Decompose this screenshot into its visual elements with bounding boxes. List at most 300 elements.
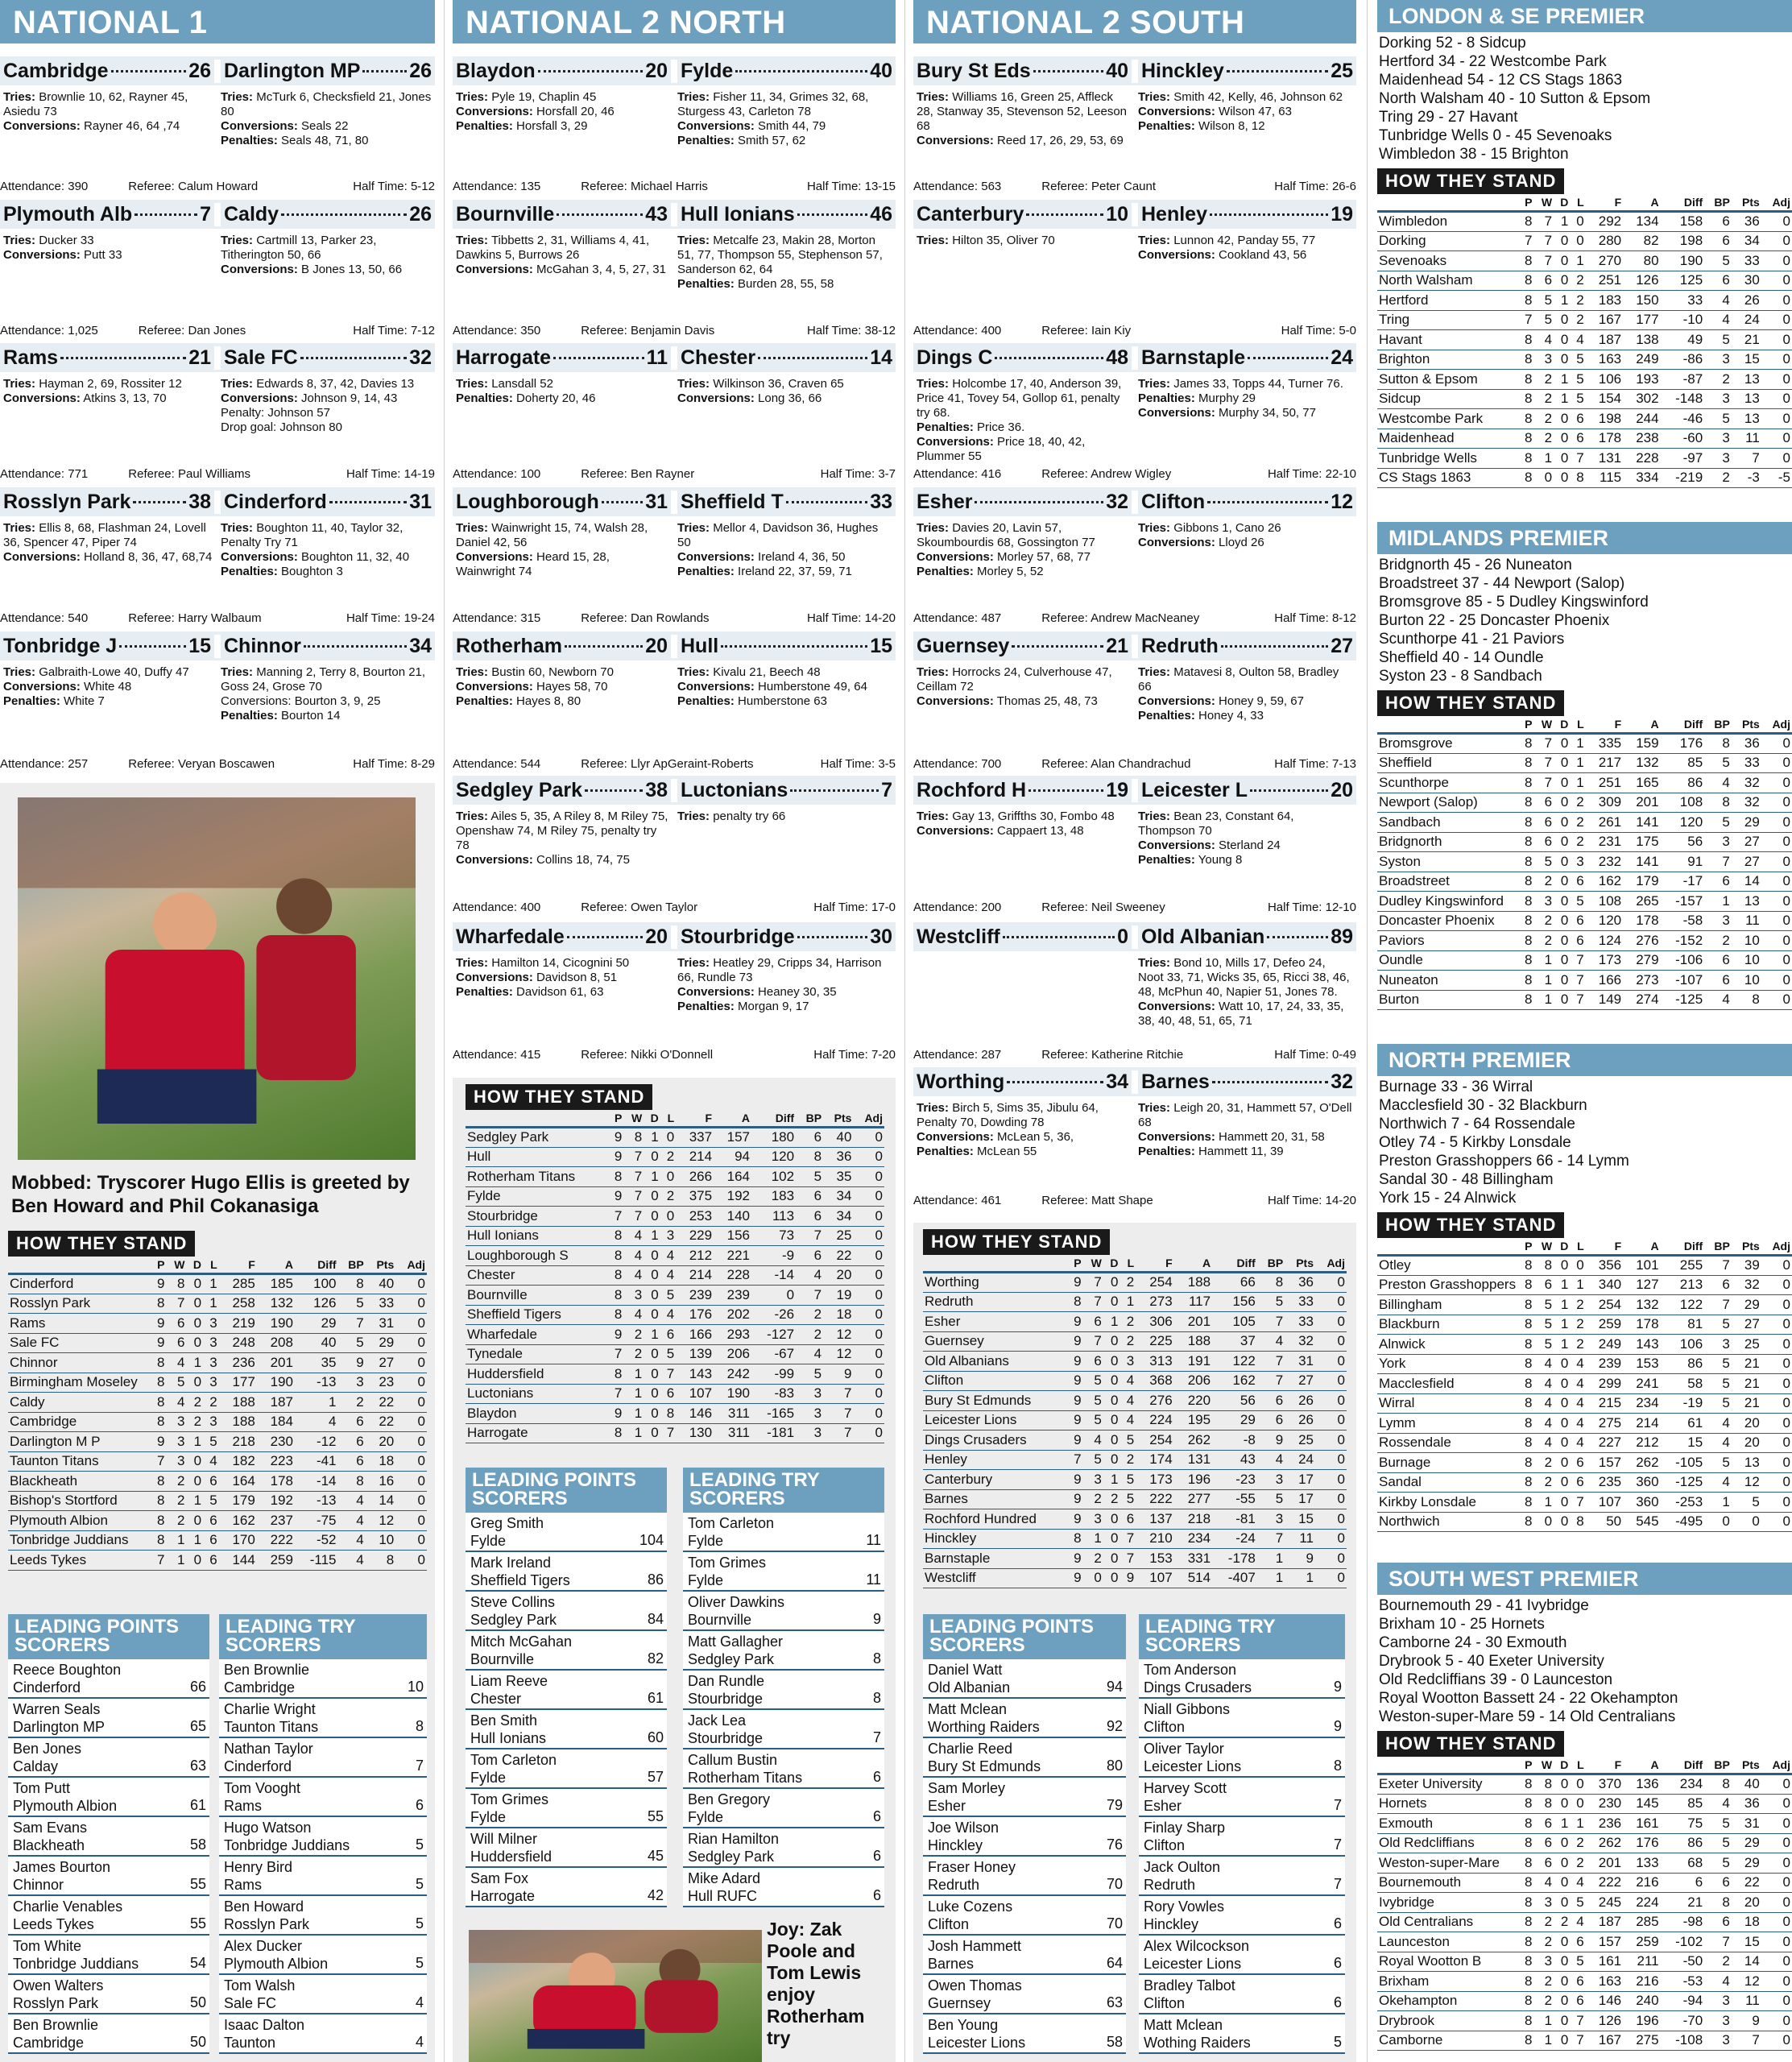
- team-name: Dorking: [1377, 231, 1518, 251]
- stat-cell: 8: [1518, 389, 1533, 409]
- team-name: Loughborough S: [466, 1246, 608, 1266]
- stat-label: Tries:: [456, 521, 489, 535]
- stat-value: Price 18, 40, 42, Plummer 55: [917, 435, 1086, 463]
- player-total: 7: [1333, 1836, 1342, 1853]
- club-name: Plymouth Albion: [224, 1956, 329, 1972]
- stat-cell: 9: [608, 1186, 624, 1207]
- stat-cell: 115: [1586, 468, 1623, 488]
- stat-cell: 4: [1570, 1912, 1585, 1932]
- team-name: Cinderford: [8, 1274, 151, 1294]
- stat-cell: 4: [1704, 310, 1732, 330]
- stat-cell: 5: [1704, 813, 1732, 833]
- stat-cell: 32: [1732, 1275, 1761, 1295]
- stat-cell: 8: [1518, 1393, 1533, 1414]
- table-row: [1377, 370, 1792, 390]
- club-name: Huddersfield: [470, 1849, 552, 1865]
- score: 20: [645, 634, 668, 657]
- stat-label: Penalties:: [677, 1000, 735, 1013]
- stat-cell: 178: [1623, 1315, 1660, 1335]
- player-total: 63: [1106, 1994, 1123, 2010]
- team-name: Plymouth Alb: [3, 202, 133, 226]
- score: 21: [1106, 634, 1128, 657]
- stat-cell: 201: [257, 1353, 295, 1373]
- stat-cell: 126: [1586, 2011, 1623, 2031]
- stat-cell: 0: [1554, 753, 1570, 773]
- half-time-value: 14-19: [404, 467, 435, 481]
- stat-cell: 36: [1732, 1794, 1761, 1814]
- stat-label: Penalties:: [677, 134, 735, 147]
- stat-cell: 2: [623, 1325, 644, 1345]
- stat-cell: 8: [1518, 892, 1533, 912]
- stat-cell: 0: [1103, 1431, 1120, 1451]
- stat-cell: 134: [1623, 212, 1660, 232]
- stat-label: Conversions:: [221, 391, 298, 405]
- stat-cell: -152: [1661, 931, 1705, 951]
- stat-cell: 2: [1533, 872, 1554, 892]
- stat-cell: 0: [1732, 1512, 1761, 1532]
- standings-header-row: [1377, 194, 1792, 212]
- stat-cell: 0: [395, 1412, 427, 1432]
- standings-table: [466, 1110, 884, 1443]
- stat-value: Wilson 47, 63: [1219, 105, 1292, 118]
- column-header: Pts: [823, 1110, 853, 1128]
- stat-cell: 224: [1136, 1410, 1173, 1431]
- column-header: L: [660, 1110, 677, 1128]
- stat-cell: 1: [1570, 1275, 1585, 1295]
- scorer-line: [221, 90, 432, 119]
- column-header: Adj: [1761, 1757, 1792, 1774]
- team-name: Old Redcliffians: [1377, 1833, 1518, 1853]
- how-they-stand-heading: HOW THEY STAND: [1377, 690, 1564, 716]
- stat-cell: 7: [623, 1207, 644, 1227]
- stat-cell: -86: [1661, 350, 1705, 370]
- stat-cell: 6: [203, 1551, 219, 1571]
- stat-label: Penalties:: [917, 565, 974, 578]
- score: 38: [645, 778, 668, 801]
- column-header: P: [1518, 1757, 1533, 1774]
- column-header: D: [186, 1257, 203, 1274]
- club-name: Guernsey: [928, 1995, 991, 2011]
- stat-cell: 0: [1761, 1472, 1792, 1493]
- stat-cell: 8: [1518, 212, 1533, 232]
- match-photo: [469, 1930, 762, 2062]
- stat-cell: -50: [1661, 1952, 1705, 1972]
- stat-label: Tries:: [917, 1101, 950, 1115]
- table-row: [923, 1273, 1347, 1293]
- stat-cell: 1: [1533, 449, 1554, 469]
- stat-cell: 193: [1623, 370, 1660, 390]
- list-item: [923, 1817, 1126, 1857]
- result-line: Burton 22 - 25 Doncaster Phoenix: [1379, 612, 1610, 629]
- score: 40: [870, 59, 892, 82]
- stat-cell: 9: [1067, 1352, 1083, 1372]
- dotted-leader: [60, 351, 186, 359]
- referee: [581, 757, 753, 771]
- stat-cell: 375: [676, 1186, 714, 1207]
- team-name: Sedgley Park: [466, 1128, 608, 1148]
- stat-cell: 17: [1285, 1470, 1315, 1490]
- player-name: Charlie Venables: [13, 1898, 123, 1915]
- club-name: Rosslyn Park: [224, 1916, 310, 1932]
- stat-cell: 8: [1518, 1952, 1533, 1972]
- away-scorers: [1135, 1101, 1356, 1159]
- club-name: Stourbridge: [688, 1730, 764, 1746]
- team-name: Westcliff: [923, 1568, 1067, 1588]
- dotted-leader: [585, 784, 643, 792]
- scorers-block: [913, 229, 1356, 263]
- stat-cell: 0: [853, 1404, 884, 1424]
- stat-cell: 34: [1732, 231, 1761, 251]
- match-report: [453, 776, 896, 917]
- stat-cell: 0: [1554, 310, 1570, 330]
- stat-cell: 5: [1083, 1450, 1103, 1470]
- player-total: 11: [866, 1532, 881, 1548]
- standings-header-row: [8, 1257, 427, 1274]
- attendance-value: 315: [520, 611, 541, 625]
- column-header: Diff: [1661, 1757, 1705, 1774]
- stat-cell: -115: [295, 1551, 338, 1571]
- scorer-line: [3, 234, 214, 248]
- leaders-heading: LEADING TRY SCORERS: [219, 1614, 427, 1659]
- list-item: [923, 1936, 1126, 1975]
- match-score-row: [0, 631, 435, 660]
- stat-cell: 0: [1315, 1529, 1347, 1549]
- stat-cell: 32: [1732, 793, 1761, 813]
- stat-cell: 0: [1761, 813, 1792, 833]
- list-item: [1139, 1699, 1345, 1738]
- attendance-label: Attendance:: [453, 901, 518, 914]
- stat-cell: 0: [1761, 1433, 1792, 1453]
- table-row: [1377, 1774, 1792, 1795]
- player-total: 8: [872, 1650, 881, 1667]
- stat-cell: 5: [660, 1286, 677, 1306]
- stat-cell: 0: [1554, 1932, 1570, 1952]
- team-score: [671, 635, 896, 658]
- match-report: [913, 56, 1356, 196]
- stat-cell: -253: [1661, 1493, 1705, 1513]
- club-name: Barnes: [928, 1956, 975, 1972]
- match-score-row: [453, 776, 896, 805]
- stat-label: Conversions:: [677, 119, 755, 133]
- stat-cell: 231: [1586, 832, 1623, 852]
- stat-value: Young 8: [1198, 853, 1243, 867]
- team-name: Wharfedale: [466, 1325, 608, 1345]
- stat-cell: 1: [1257, 1549, 1285, 1569]
- stat-cell: 8: [1570, 468, 1585, 488]
- table-row: [1377, 1991, 1792, 2011]
- stat-cell: 0: [1761, 1275, 1792, 1295]
- stat-cell: 36: [1732, 212, 1761, 232]
- stat-cell: 3: [1083, 1509, 1103, 1530]
- stat-cell: 33: [1732, 753, 1761, 773]
- stat-label: Conversions:: [1138, 105, 1215, 118]
- team-name: Wimbledon: [1377, 212, 1518, 232]
- score: 15: [870, 634, 892, 657]
- stat-cell: 7: [1518, 310, 1533, 330]
- stat-cell: 0: [1315, 1391, 1347, 1411]
- score: 0: [1117, 925, 1128, 948]
- stat-cell: 236: [219, 1353, 257, 1373]
- team-name: Blaydon: [466, 1404, 608, 1424]
- team-name: Blackburn: [1377, 1315, 1518, 1335]
- stat-cell: 0: [1103, 1352, 1120, 1372]
- stat-label: Conversions:: [917, 1130, 994, 1144]
- stat-cell: 165: [1623, 773, 1660, 793]
- stat-cell: -181: [751, 1423, 796, 1443]
- stat-cell: 0: [1761, 1295, 1792, 1315]
- column-divider: [1367, 0, 1368, 2062]
- stat-value: Smith 44, 79: [758, 119, 826, 133]
- stat-cell: 17: [1285, 1489, 1315, 1509]
- stat-cell: 7: [1704, 1932, 1732, 1952]
- stat-cell: 7: [1570, 990, 1585, 1010]
- attendance-value: 400: [520, 901, 541, 914]
- referee: [1041, 757, 1190, 771]
- stat-cell: 5: [338, 1294, 366, 1314]
- attendance: [0, 611, 88, 625]
- team-column-header: [1377, 1757, 1518, 1774]
- player-name: Isaac Dalton: [224, 2017, 305, 2033]
- stat-cell: 167: [1586, 2031, 1623, 2051]
- stat-cell: 25: [823, 1226, 853, 1246]
- stat-cell: 4: [338, 1551, 366, 1571]
- stat-cell: 6: [1570, 429, 1585, 449]
- stat-cell: 206: [714, 1344, 751, 1364]
- scorer-line: [456, 550, 671, 579]
- scorers-block: [913, 660, 1356, 723]
- stat-cell: 259: [1586, 1315, 1623, 1335]
- list-item: [466, 1592, 667, 1631]
- stat-cell: 214: [1623, 1414, 1660, 1434]
- stat-cell: 0: [1761, 1335, 1792, 1355]
- attendance-value: 487: [981, 611, 1002, 625]
- stat-label: Conversions:: [1138, 694, 1215, 708]
- stat-cell: 255: [1661, 1256, 1705, 1276]
- stat-cell: -52: [295, 1530, 338, 1551]
- stat-cell: 29: [1732, 1833, 1761, 1853]
- stat-cell: -23: [1212, 1470, 1257, 1490]
- stat-cell: 35: [823, 1167, 853, 1187]
- scorer-line: [221, 119, 432, 134]
- stat-cell: 8: [1518, 990, 1533, 1010]
- stat-cell: 0: [1103, 1509, 1120, 1530]
- standings-block: [466, 1084, 884, 1443]
- stat-cell: 0: [186, 1333, 203, 1353]
- referee: [581, 1048, 713, 1062]
- scorer-line: [221, 391, 432, 406]
- stat-cell: 107: [1136, 1568, 1173, 1588]
- stat-cell: -83: [751, 1384, 796, 1404]
- stat-cell: 5: [1570, 1893, 1585, 1913]
- stat-cell: 2: [1083, 1549, 1103, 1569]
- club-name: Clifton: [1144, 1995, 1186, 2011]
- scorer-line: [221, 377, 432, 391]
- table-row: [8, 1333, 427, 1353]
- match-score-row: [913, 1067, 1356, 1096]
- away-scorers: [674, 90, 896, 148]
- player-total: 76: [1106, 1836, 1123, 1853]
- scorer-line: [917, 550, 1132, 565]
- player-total: 6: [872, 1887, 881, 1903]
- team-name: Tring: [1377, 310, 1518, 330]
- stat-value: Galbraith-Lowe 40, Duffy 47: [39, 665, 189, 679]
- stat-cell: 6: [1704, 1275, 1732, 1295]
- column-divider: [904, 0, 905, 2062]
- attendance-value: 540: [68, 611, 89, 625]
- player-name: Sam Fox: [470, 1870, 529, 1886]
- stat-label: Penalties:: [1138, 853, 1195, 867]
- stat-value: Boughton 3: [281, 565, 343, 578]
- dotted-leader: [797, 208, 868, 216]
- referee: [1041, 1048, 1183, 1062]
- team-name: Westcombe Park: [1377, 409, 1518, 429]
- stat-cell: -105: [1661, 1453, 1705, 1473]
- stat-cell: 6: [338, 1412, 366, 1432]
- player-total: 6: [1333, 1915, 1342, 1932]
- club-name: Clifton: [1144, 1719, 1186, 1735]
- table-row: [923, 1292, 1347, 1312]
- column-header: Diff: [1212, 1255, 1257, 1273]
- stat-value: Bond 10, Mills 17, Defeo 24, Noot 33, 71, Wicks 35, 65, Ricci 38, 46, 48, McPhun 40, Napier 51, Jones 78.: [1138, 956, 1350, 999]
- scorers-block: [0, 372, 435, 435]
- team-name: Hinckley: [923, 1529, 1067, 1549]
- home-scorers: [913, 665, 1135, 723]
- stat-cell: 126: [1623, 271, 1660, 291]
- away-scorers: [1135, 234, 1356, 263]
- stat-cell: 161: [1586, 1952, 1623, 1972]
- stat-cell: 5: [1570, 370, 1585, 390]
- stat-cell: 9: [608, 1147, 624, 1167]
- score: 26: [409, 59, 432, 82]
- half-time: [813, 1048, 896, 1062]
- team-name: Sutton & Epsom: [1377, 370, 1518, 390]
- player-total: 11: [866, 1571, 881, 1588]
- team-name: Huddersfield: [466, 1364, 608, 1385]
- table-row: [1377, 1972, 1792, 1992]
- player-name: Rian Hamilton: [688, 1831, 780, 1847]
- stat-cell: 56: [1661, 832, 1705, 852]
- standings-header-row: [466, 1110, 884, 1128]
- scorers-block: [0, 660, 435, 723]
- scorer-line: [1138, 248, 1353, 263]
- score: 40: [1106, 59, 1128, 82]
- stat-cell: 8: [1518, 813, 1533, 833]
- stat-cell: 195: [1174, 1410, 1212, 1431]
- scorer-line: [917, 1130, 1132, 1145]
- stat-value: Fisher 11, 34, Grimes 32, 68, Sturgess 43, Carleton 78: [677, 90, 869, 118]
- stat-cell: 0: [1570, 231, 1585, 251]
- half-time-value: 5-12: [410, 180, 435, 193]
- stat-cell: 8: [151, 1412, 167, 1432]
- stat-cell: 11: [1732, 911, 1761, 931]
- scorer-line: [917, 377, 1132, 420]
- team-name: Oundle: [1377, 950, 1518, 971]
- referee: [581, 901, 697, 914]
- table-row: [923, 1470, 1347, 1490]
- player-total: 5: [415, 1915, 424, 1932]
- stat-cell: 9: [1067, 1331, 1083, 1352]
- stat-cell: 4: [1570, 330, 1585, 350]
- stat-cell: 58: [1661, 1374, 1705, 1394]
- stat-cell: 106: [1661, 1335, 1705, 1355]
- half-time-value: 7-12: [410, 324, 435, 337]
- stat-cell: 7: [623, 1167, 644, 1187]
- stat-cell: 0: [1761, 971, 1792, 991]
- stat-label: Tries:: [917, 90, 950, 104]
- stat-cell: 4: [1533, 1354, 1554, 1374]
- stat-label: Penalties:: [1138, 709, 1195, 723]
- team-score: [913, 203, 1132, 226]
- stat-value: Hammett 20, 31, 58: [1219, 1130, 1325, 1144]
- stat-cell: 19: [823, 1286, 853, 1306]
- stat-cell: 6: [1704, 212, 1732, 232]
- away-scorers: [674, 377, 896, 406]
- stat-cell: 0: [1761, 1873, 1792, 1893]
- club-name: Hinckley: [1144, 1916, 1199, 1932]
- match-footer: [453, 324, 896, 337]
- stat-cell: 6: [1257, 1391, 1285, 1411]
- home-scorers: [453, 521, 674, 579]
- stat-cell: 0: [1761, 1315, 1792, 1335]
- column-divider: [444, 0, 445, 2062]
- stat-label: Penalties:: [221, 565, 278, 578]
- table-row: [1377, 1893, 1792, 1913]
- stat-label: Tries:: [456, 956, 489, 970]
- stat-cell: 8: [608, 1305, 624, 1325]
- referee: [128, 180, 258, 193]
- stat-cell: 8: [366, 1551, 396, 1571]
- stat-cell: 5: [1083, 1391, 1103, 1411]
- stat-value: Morley 5, 52: [977, 565, 1044, 578]
- stat-cell: 22: [823, 1246, 853, 1266]
- club-name: Taunton: [224, 2035, 276, 2051]
- stat-cell: 107: [676, 1384, 714, 1404]
- stat-cell: 2: [1570, 1335, 1585, 1355]
- team-name: Chinnor: [8, 1353, 151, 1373]
- stat-cell: 0: [1761, 389, 1792, 409]
- list-item: [219, 1738, 427, 1778]
- list-item: [466, 1671, 667, 1710]
- stat-value: Mellor 4, Davidson 36, Hughes 50: [677, 521, 879, 549]
- stat-cell: 161: [1623, 1814, 1660, 1834]
- referee-value: Harry Walbaum: [177, 611, 262, 625]
- result-line: Sandal 30 - 48 Billingham: [1379, 1171, 1554, 1188]
- stat-cell: 1: [1554, 370, 1570, 390]
- stat-cell: 138: [1623, 330, 1660, 350]
- stat-cell: 0: [1554, 1414, 1570, 1434]
- table-row: [1377, 1354, 1792, 1374]
- stat-value: Price 36.: [977, 420, 1025, 434]
- club-name: Sedgley Park: [688, 1849, 775, 1865]
- stat-cell: 4: [166, 1393, 186, 1413]
- stat-cell: 0: [1315, 1489, 1347, 1509]
- result-line: Wimbledon 38 - 15 Brighton: [1379, 146, 1569, 163]
- stat-cell: 2: [1533, 911, 1554, 931]
- list-item: [219, 1975, 427, 2014]
- stat-value: Heatley 29, Cripps 34, Harrison 66, Rundle 73: [677, 956, 882, 984]
- stat-cell: 2: [1533, 389, 1554, 409]
- list-item: [466, 1868, 667, 1907]
- stat-cell: 254: [1586, 1295, 1623, 1315]
- stat-cell: 0: [1761, 1814, 1792, 1834]
- stat-cell: 0: [1554, 1952, 1570, 1972]
- player-total: 9: [1333, 1718, 1342, 1734]
- table-row: [923, 1489, 1347, 1509]
- stat-cell: 212: [1623, 1433, 1660, 1453]
- dotted-leader: [790, 784, 879, 792]
- club-name: Hull RUFC: [688, 1888, 758, 1904]
- stat-cell: 0: [1554, 971, 1570, 991]
